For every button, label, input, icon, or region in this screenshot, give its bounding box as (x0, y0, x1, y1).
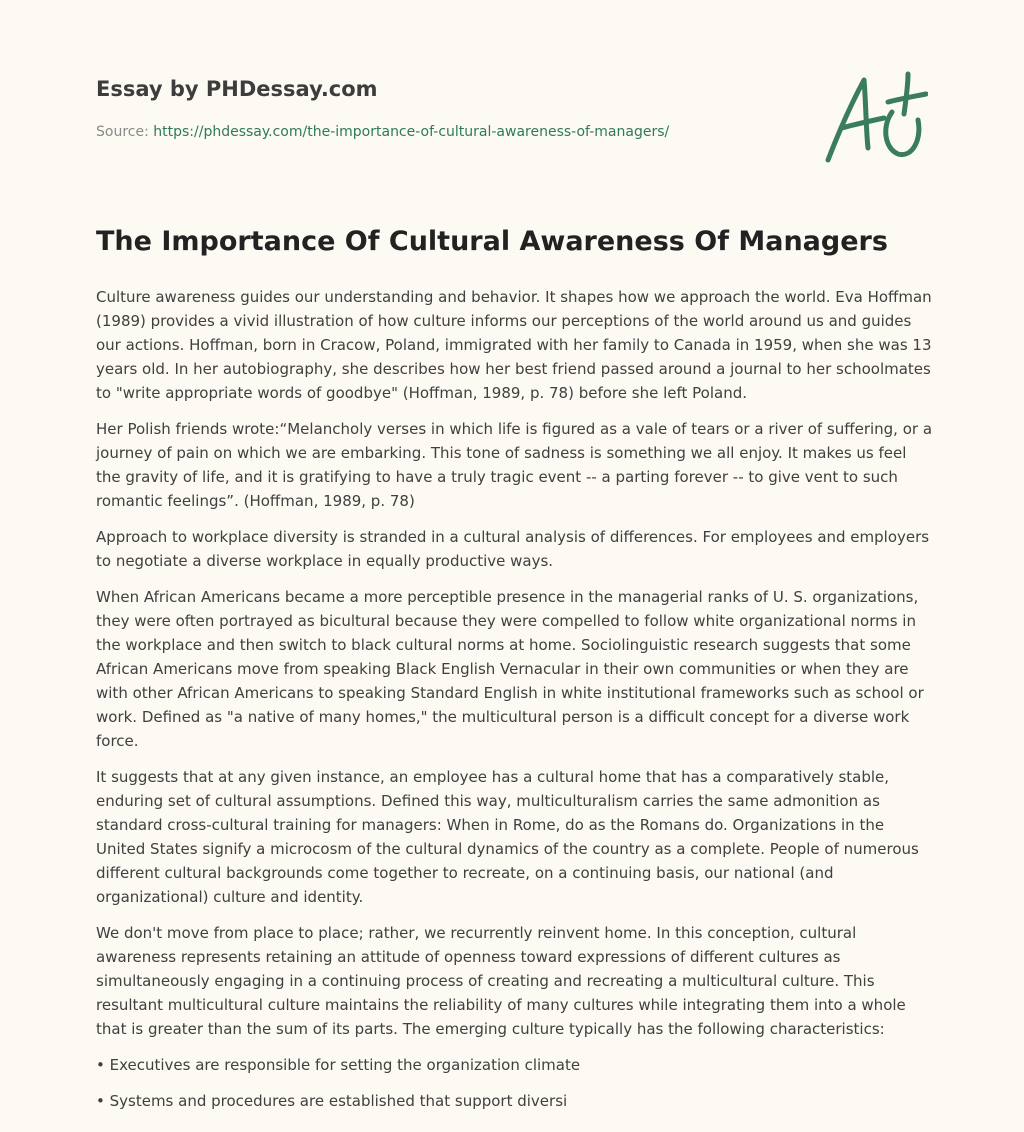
a-plus-grade-icon (818, 66, 928, 166)
essay-paragraph: Culture awareness guides our understanding and behavior. It shapes how we approach the world. Eva Hoffman (1989) provides a vivid illustration of how culture informs our perceptions of the world around us and guides our actions. Hoffman, born in Cracow, Poland, immigrated with her family to Canada in 1959, when she was 13 years old. In her autobiography, she describes how her best friend passed around a journal to her schoolmates to "write appropriate words of goodbye" (Hoffman, 1989, p. 78) before she left Poland. (96, 288, 932, 402)
source-line (96, 124, 669, 140)
bullet-item: • Executives are responsible for setting the organization climate (96, 1056, 581, 1074)
bullet-item: • Systems and procedures are established that support diversi (96, 1092, 568, 1110)
essay-body (96, 285, 932, 1125)
essay-title: The Importance Of Cultural Awareness Of Managers (96, 226, 888, 257)
source-label: Source: (96, 124, 149, 140)
site-brand: Essay by PHDessay.com (96, 77, 378, 101)
essay-paragraph: We don't move from place to place; rather, we recurrently reinvent home. In this conception, cultural awareness represents retaining an attitude of openness toward expressions of different cultures as simultaneously engaging in a continuing process of creating and recreating a multicultural culture. This resultant multicultural culture maintains the reliability of many cultures while integrating them into a whole that is greater than the sum of its parts. The emerging culture typically has the following characteristics: (96, 924, 906, 1038)
essay-paragraph: When African Americans became a more perceptible presence in the managerial ranks of U. S. organizations, they were often portrayed as bicultural because they were compelled to follow white organizational norms in the workplace and then switch to black cultural norms at home. Sociolinguistic research suggests that some African Americans move from speaking Black English Vernacular in their own communities or when they are with other African Americans to speaking Standard English in white institutional frameworks such as school or work. Defined as "a native of many homes," the multicultural person is a difficult concept for a diverse work force. (96, 588, 924, 750)
essay-paragraph: Her Polish friends wrote:“Melancholy verses in which life is figured as a vale of tears or a river of suffering, or a journey of pain on which we are embarking. This tone of sadness is something we all enjoy. It makes us feel the gravity of life, and it is gratifying to have a truly tragic event -- a parting forever -- to give vent to such romantic feelings”. (Hoffman, 1989, p. 78) (96, 420, 933, 510)
essay-paragraph: Approach to workplace diversity is stranded in a cultural analysis of differences. For employees and employers to negotiate a diverse workplace in equally productive ways. (96, 528, 930, 570)
essay-paragraph: It suggests that at any given instance, an employee has a cultural home that has a comparatively stable, enduring set of cultural assumptions. Defined this way, multiculturalism carries the same admonition as standard cross-cultural training for managers: When in Rome, do as the Romans do. Organizations in the United States signify a microcosm of the cultural dynamics of the country as a complete. People of numerous different cultural backgrounds come together to recreate, on a continuing basis, our national (and organizational) culture and identity. (96, 768, 919, 906)
source-link[interactable]: https://phdessay.com/the-importance-of-cultural-awareness-of-managers/ (153, 124, 670, 140)
